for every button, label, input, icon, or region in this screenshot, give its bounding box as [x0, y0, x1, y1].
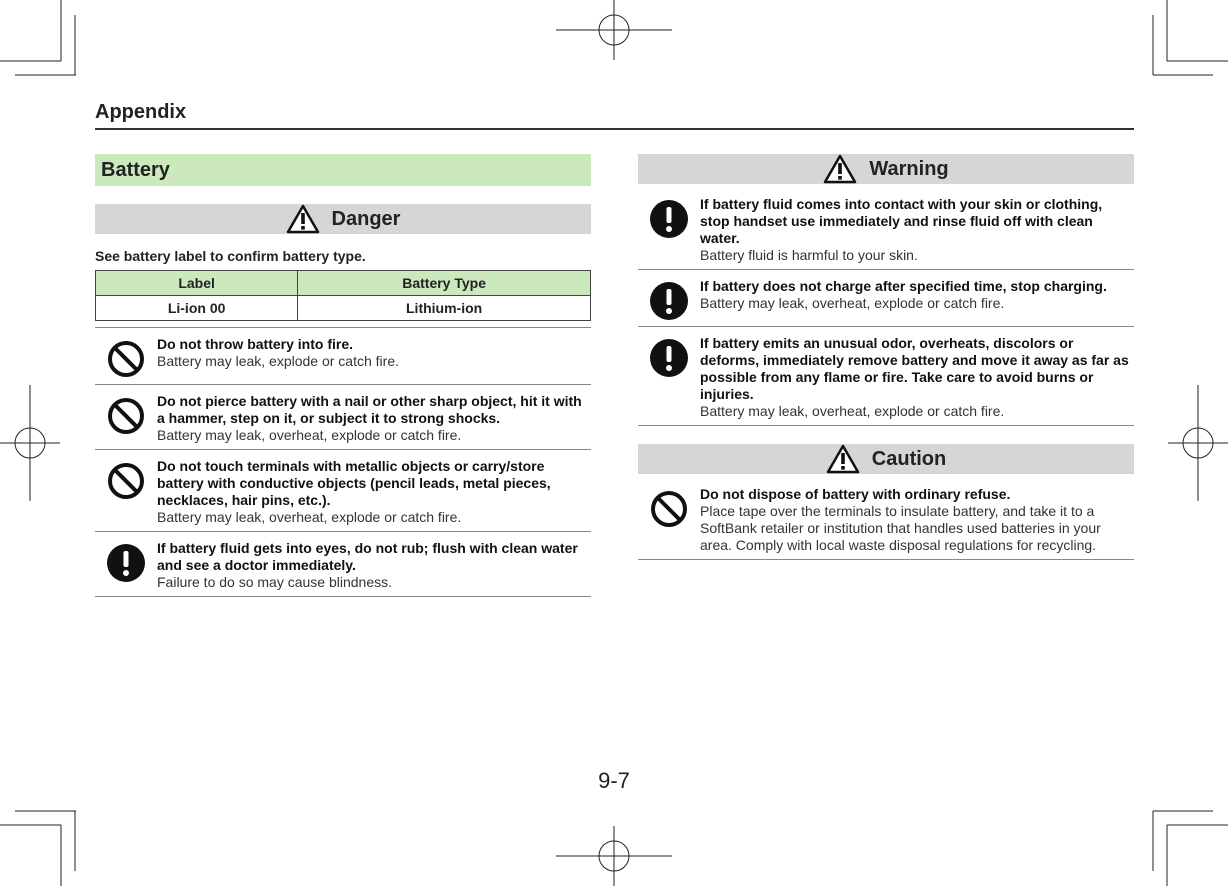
table-header-label: Label: [96, 271, 298, 296]
battery-label-note: See battery label to confirm battery type.: [95, 248, 366, 264]
caution-label: Caution: [871, 447, 947, 470]
item-body: Battery may leak, overheat, explode or catch fire.: [157, 509, 462, 525]
prohibition-icon: [95, 458, 157, 526]
item-title: Do not touch terminals with metallic objects or carry/store battery with conductive objects (pencil leads, metal pieces, necklaces, hair pins, etc.).: [157, 458, 551, 508]
list-item: [95, 532, 591, 597]
warning-triangle-icon: [286, 204, 320, 234]
item-body: Battery fluid is harmful to your skin.: [700, 247, 918, 263]
item-title: If battery emits an unusual odor, overheats, discolors or deforms, immediately remove battery and move it away as far as possible from any flame or fire. Take care to avoid burns or injuries.: [700, 335, 1129, 402]
table-cell-battery-type: Lithium-ion: [298, 296, 591, 321]
table-header-battery-type: Battery Type: [298, 271, 591, 296]
warning-bar: [638, 154, 1134, 184]
list-item: [95, 385, 591, 450]
list-item: [638, 478, 1134, 560]
prohibition-icon: [95, 336, 157, 379]
warning-triangle-icon: [826, 444, 860, 474]
battery-type-table: [95, 270, 591, 321]
item-body: Battery may leak, overheat, explode or catch fire.: [157, 427, 462, 443]
exclamation-icon: [638, 196, 700, 264]
list-item: [95, 328, 591, 385]
item-title: If battery does not charge after specified time, stop charging.: [700, 278, 1107, 294]
list-item: [638, 270, 1134, 327]
caution-bar: [638, 444, 1134, 474]
table-header-row: [96, 271, 591, 296]
danger-bar: [95, 204, 591, 234]
table-cell-label: Li-ion 00: [96, 296, 298, 321]
prohibition-icon: [95, 393, 157, 444]
danger-label: Danger: [331, 207, 401, 230]
item-title: If battery fluid comes into contact with your skin or clothing, stop handset use immediately and rinse fluid off with clean water.: [700, 196, 1103, 246]
item-body: Failure to do so may cause blindness.: [157, 574, 393, 590]
warning-items: [638, 188, 1134, 426]
item-body: Battery may leak, overheat, explode or catch fire.: [700, 295, 1005, 311]
list-item: [95, 450, 591, 532]
exclamation-icon: [638, 278, 700, 321]
page-header: Appendix: [95, 100, 1134, 130]
list-item: [638, 327, 1134, 426]
page-number: 9-7: [598, 768, 630, 793]
item-body: Place tape over the terminals to insulate battery, and take it to a SoftBank retailer or institution that handles used batteries in your area. Comply with local waste disposal regulations for recycling.: [700, 503, 1101, 553]
warning-label: Warning: [869, 157, 949, 180]
left-column: [95, 154, 591, 597]
item-title: Do not throw battery into fire.: [157, 336, 353, 352]
warning-triangle-icon: [823, 154, 857, 184]
item-title: Do not dispose of battery with ordinary refuse.: [700, 486, 1011, 502]
exclamation-icon: [638, 335, 700, 420]
item-body: Battery may leak, overheat, explode or catch fire.: [700, 403, 1005, 419]
list-item: [638, 188, 1134, 270]
prohibition-icon: [638, 486, 700, 554]
caution-items: [638, 478, 1134, 560]
danger-items: [95, 327, 591, 597]
item-title: If battery fluid gets into eyes, do not rub; flush with clean water and see a doctor immediately.: [157, 540, 578, 573]
section-title: Battery: [95, 154, 591, 186]
table-row: [96, 296, 591, 321]
exclamation-icon: [95, 540, 157, 591]
right-column: [638, 154, 1134, 560]
item-body: Battery may leak, explode or catch fire.: [157, 353, 399, 369]
item-title: Do not pierce battery with a nail or other sharp object, hit it with a hammer, step on it, or subject it to strong shocks.: [157, 393, 582, 426]
